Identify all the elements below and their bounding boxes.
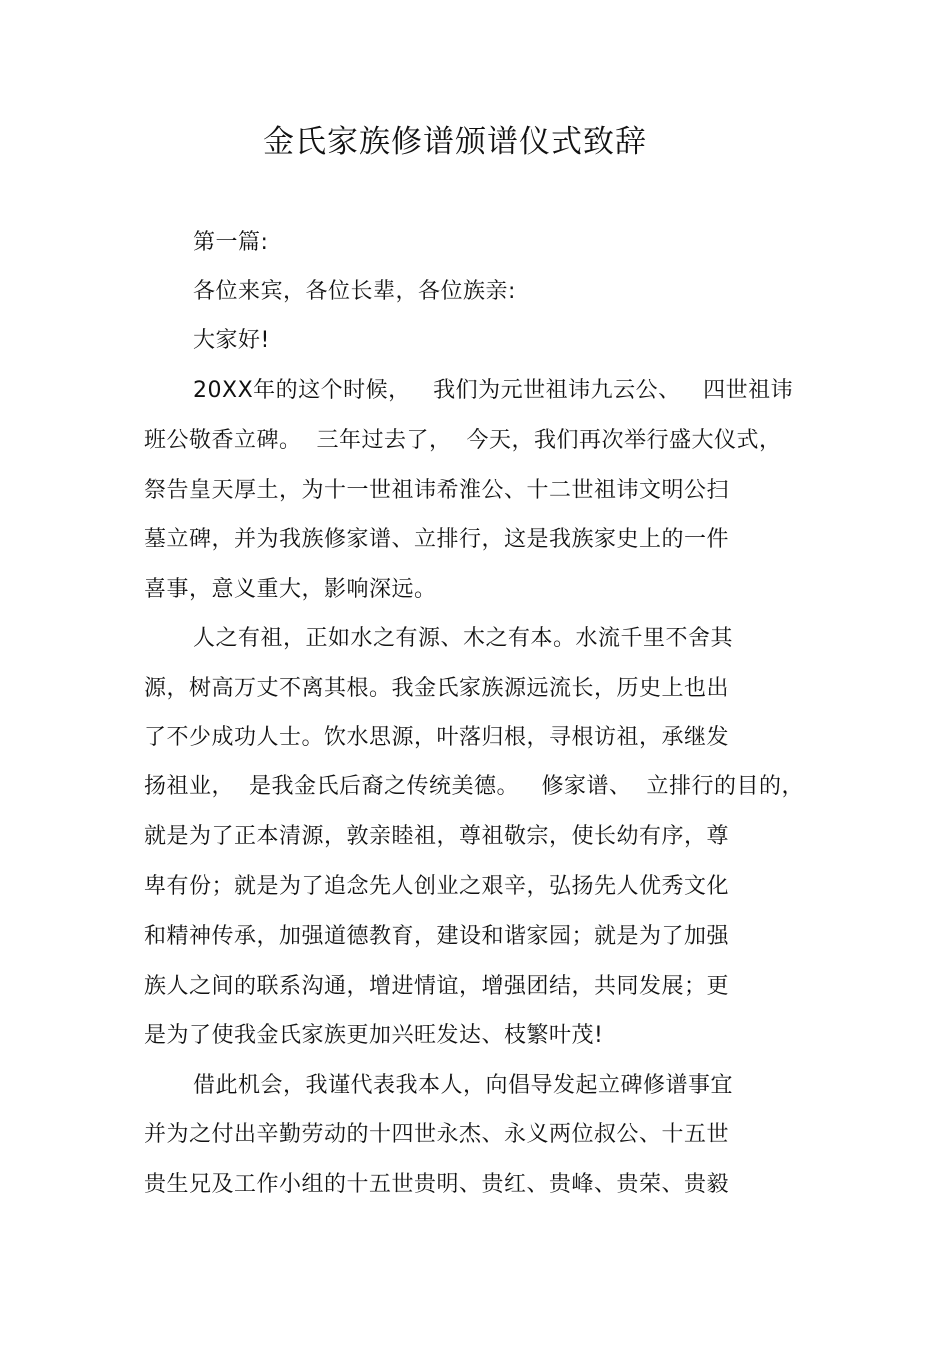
text-line: 喜事，意义重大，影响深远。	[144, 577, 437, 602]
text-line: 卑有份；就是为了追念先人创业之艰辛，弘扬先人优秀文化	[144, 874, 730, 899]
text-line: 20XX年的这个时候， 我们为元世祖讳九云公、 四世祖讳	[193, 378, 794, 403]
text-line: 源，树高万丈不离其根。我金氏家族源远流长，历史上也出	[144, 676, 730, 701]
text-line: 借此机会，我谨代表我本人，向倡导发起立碑修谱事宜	[193, 1073, 734, 1098]
text-line: 墓立碑，并为我族修家谱、立排行，这是我族家史上的一件	[144, 527, 730, 552]
text-line: 和精神传承，加强道德教育，建设和谐家园；就是为了加强	[144, 924, 730, 949]
text-line: 贵生兄及工作小组的十五世贵明、贵红、贵峰、贵荣、贵毅	[144, 1172, 730, 1197]
text-line: 班公敬香立碑。 三年过去了， 今天，我们再次举行盛大仪式，	[144, 428, 782, 453]
text-line: 就是为了正本清源，敦亲睦祖，尊祖敬宗，使长幼有序，尊	[144, 824, 730, 849]
text-line: 扬祖业， 是我金氏后裔之传统美德。 修家谱、 立排行的目的，	[144, 774, 804, 799]
text-line: 第一篇:	[193, 230, 269, 255]
text-line: 了不少成功人士。饮水思源，叶落归根，寻根访祖，承继发	[144, 725, 730, 750]
text-line: 祭告皇天厚土，为十一世祖讳希淮公、十二世祖讳文明公扫	[144, 478, 730, 503]
text-line: 并为之付出辛勤劳动的十四世永杰、永义两位叔公、十五世	[144, 1122, 730, 1147]
text-line: 是为了使我金氏家族更加兴旺发达、枝繁叶茂!	[144, 1023, 604, 1048]
text-line: 大家好!	[193, 328, 270, 353]
document-title: 金氏家族修谱颁谱仪式致辞	[263, 124, 647, 160]
text-line: 族人之间的联系沟通，增进情谊，增强团结，共同发展；更	[144, 974, 730, 999]
text-line: 各位来宾，各位长辈，各位族亲:	[193, 279, 516, 304]
text-line: 人之有祖，正如水之有源、木之有本。水流千里不舍其	[193, 626, 734, 651]
